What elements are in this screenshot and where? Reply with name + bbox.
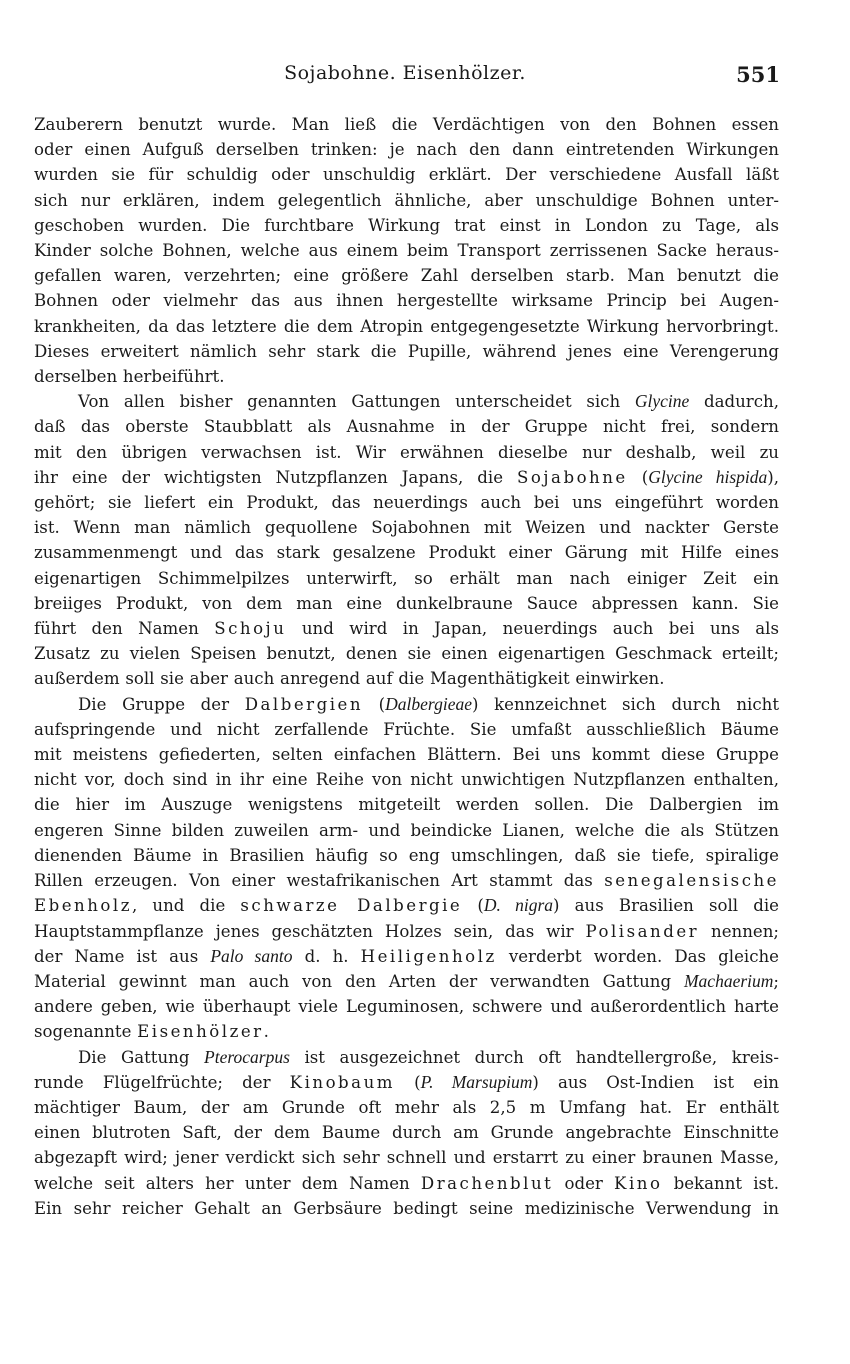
text-segment: breiiges Produkt, von dem man eine dunkelbraune Sauce abpressen kann. Sie xyxy=(34,593,779,613)
text-segment: sich nur erklären, indem gelegentlich ähnliche, aber unschuldige Bohnen unter- xyxy=(34,190,779,210)
text-segment: ist ausgezeichnet durch oft handtellergroße, kreis- xyxy=(289,1047,780,1067)
text-segment: aufspringende und nicht zerfallende Früchte. Sie umfaßt ausschließlich Bäume xyxy=(34,719,779,739)
text-line xyxy=(34,162,779,187)
text-segment: Dieses erweitert nämlich sehr stark die Pupille, während jenes eine Verengerung xyxy=(34,341,779,361)
text-line xyxy=(34,666,779,691)
text-line xyxy=(34,288,779,313)
text-line xyxy=(34,490,779,515)
text-segment: daß das oberste Staubblatt als Ausnahme in der Gruppe nicht frei, sondern xyxy=(34,417,779,437)
text-line xyxy=(34,339,779,364)
emphasized-term: Polisander xyxy=(585,921,700,941)
text-segment: d. h. xyxy=(292,946,361,966)
text-line xyxy=(34,1070,779,1095)
text-line xyxy=(34,868,779,893)
text-segment: oder einen Aufguß derselben trinken: je nach den dann eintretenden Wirkungen xyxy=(34,140,779,160)
text-segment: welche seit alters her unter dem Namen xyxy=(34,1173,421,1193)
text-segment: Zauberern benutzt wurde. Man ließ die Verdächtigen von den Bohnen essen xyxy=(34,115,779,134)
text-segment: Die Gattung xyxy=(78,1047,205,1067)
text-segment: dadurch, xyxy=(689,392,779,412)
text-segment: engeren Sinne bilden zuweilen arm- und beindicke Lianen, welche die als Stützen xyxy=(34,820,779,840)
text-segment: nicht vor, doch sind in ihr eine Reihe von nicht unwichtigen Nutzpflanzen enthalten, xyxy=(34,770,779,790)
emphasized-term: Drachenblut xyxy=(420,1173,554,1193)
text-line xyxy=(34,893,779,918)
latin-term: Pterocarpus xyxy=(204,1046,290,1067)
text-segment: oder xyxy=(553,1173,615,1193)
text-line xyxy=(34,465,779,490)
text-segment: außerdem soll sie aber auch anregend auf die Magenthätigkeit einwirken. xyxy=(34,669,665,689)
latin-term: Dalbergieae xyxy=(385,693,472,714)
text-segment: bekannt ist. xyxy=(662,1173,779,1193)
text-segment: Kinder solche Bohnen, welche aus einem beim Transport zerrissenen Sacke heraus- xyxy=(34,241,779,261)
text-segment: krankheiten, da das letztere die dem Atropin entgegengesetzte Wirkung hervorbringt. xyxy=(34,316,779,336)
text-segment: zusammenmengt und das stark gesalzene Produkt einer Gärung mit Hilfe eines xyxy=(34,543,779,563)
body-text xyxy=(34,112,779,1221)
text-segment: ist. Wenn man nämlich gequollene Sojabohnen mit Weizen und nackter Gerste xyxy=(34,518,779,538)
emphasized-term: Sojabohne xyxy=(517,467,628,487)
paragraph-1 xyxy=(34,112,779,389)
text-segment: wurden sie für schuldig oder unschuldig erklärt. Der verschiedene Ausfall läßt xyxy=(34,165,779,185)
text-segment: derselben herbeiführt. xyxy=(34,367,225,387)
text-segment: andere geben, wie überhaupt viele Leguminosen, schwere und außerordentlich harte xyxy=(34,997,779,1017)
text-line xyxy=(34,364,779,389)
text-line xyxy=(34,188,779,213)
text-segment: Die Gruppe der xyxy=(78,694,245,714)
text-line xyxy=(34,919,779,944)
emphasized-term: Kino xyxy=(614,1173,663,1193)
text-segment: ) kennzeichnet sich durch nicht xyxy=(471,694,779,714)
text-segment: führt den Namen xyxy=(34,619,215,639)
text-segment: Von allen bisher genannten Gattungen unterscheidet sich xyxy=(78,392,635,412)
text-segment: . xyxy=(263,1022,269,1042)
text-line xyxy=(34,591,779,616)
running-head: Sojabohne. Eisenhölzer. xyxy=(284,62,526,84)
text-line xyxy=(34,515,779,540)
text-line xyxy=(34,1045,779,1070)
text-line xyxy=(34,717,779,742)
text-segment: ihr eine der wichtigsten Nutzpflanzen Japans, die xyxy=(34,467,518,487)
emphasized-term: Ebenholz xyxy=(34,896,132,916)
text-segment: abgezapft wird; jener verdickt sich sehr schnell und erstarrt zu einer braunen Masse, xyxy=(34,1148,779,1168)
text-line xyxy=(34,414,779,439)
text-line xyxy=(34,1095,779,1120)
text-line xyxy=(34,792,779,817)
emphasized-term: Schoju xyxy=(214,619,287,639)
page-number: 551 xyxy=(736,62,780,87)
text-segment: verderbt worden. Das gleiche xyxy=(496,946,779,966)
text-line xyxy=(34,566,779,591)
text-segment: Bohnen oder vielmehr das aus ihnen hergestellte wirksame Princip bei Augen- xyxy=(34,291,779,311)
text-line xyxy=(34,540,779,565)
text-segment: sogenannte xyxy=(34,1022,138,1042)
emphasized-term: Eisenhölzer xyxy=(137,1022,264,1042)
text-line xyxy=(34,843,779,868)
text-segment: mit meistens gefiederten, selten einfachen Blättern. Bei uns kommt diese Gruppe xyxy=(34,745,779,765)
text-line xyxy=(34,213,779,238)
text-line xyxy=(34,641,779,666)
text-segment: ( xyxy=(395,1072,421,1092)
text-line xyxy=(34,1145,779,1170)
text-segment: und wird in Japan, neuerdings auch bei uns als xyxy=(286,619,779,639)
text-segment: gefallen waren, verzehrten; eine größere Zahl derselben starb. Man benutzt die xyxy=(34,266,779,286)
latin-term: Glycine hispida xyxy=(648,466,768,487)
text-line xyxy=(34,969,779,994)
text-segment: ) aus Ost-Indien ist ein xyxy=(532,1072,779,1092)
text-line xyxy=(34,314,779,339)
text-segment: , und die xyxy=(131,896,241,916)
text-segment: Material gewinnt man auch von den Arten der verwandten Gattung xyxy=(34,971,684,991)
text-segment: ( xyxy=(462,896,484,916)
text-line xyxy=(34,767,779,792)
text-line xyxy=(34,742,779,767)
text-segment: mit den übrigen verwachsen ist. Wir erwähnen dieselbe nur deshalb, weil zu xyxy=(34,442,779,462)
text-segment: die hier im Auszuge wenigstens mitgeteilt werden sollen. Die Dalbergien im xyxy=(34,795,779,815)
page-header xyxy=(30,62,780,92)
emphasized-term: Kinobaum xyxy=(289,1072,395,1092)
text-line xyxy=(34,440,779,465)
text-line xyxy=(34,944,779,969)
paragraph-3 xyxy=(34,692,779,1045)
text-segment: Zusatz zu vielen Speisen benutzt, denen sie einen eigenartigen Geschmack erteilt; xyxy=(34,644,779,664)
paragraph-4 xyxy=(34,1045,779,1221)
latin-term: Palo santo xyxy=(210,945,293,966)
emphasized-term: Dalbergien xyxy=(244,694,364,714)
text-segment: ( xyxy=(363,694,386,714)
text-line xyxy=(34,137,779,162)
text-segment: ; xyxy=(773,971,779,991)
text-line xyxy=(34,692,779,717)
text-segment: einen blutroten Saft, der dem Baume durch am Grunde angebrachte Einschnitte xyxy=(34,1123,779,1143)
latin-term: P. Marsupium xyxy=(420,1071,533,1092)
text-segment: der Name ist aus xyxy=(34,946,211,966)
text-line xyxy=(34,994,779,1019)
text-segment: ) aus Brasilien soll die xyxy=(553,896,779,916)
text-line xyxy=(34,616,779,641)
text-segment: ), xyxy=(767,467,780,487)
text-segment: ( xyxy=(627,467,649,487)
text-segment: dienenden Bäume in Brasilien häufig so eng umschlingen, daß sie tiefe, spiralige xyxy=(34,845,779,865)
text-line xyxy=(34,1019,779,1044)
text-segment: geschoben wurden. Die furchtbare Wirkung trat einst in London zu Tage, als xyxy=(34,215,779,235)
text-line xyxy=(34,1120,779,1145)
text-segment: runde Flügelfrüchte; der xyxy=(34,1072,290,1092)
text-line xyxy=(34,818,779,843)
text-line xyxy=(34,263,779,288)
text-line xyxy=(34,389,779,414)
text-segment: Ein sehr reicher Gehalt an Gerbsäure bedingt seine medizinische Verwendung in xyxy=(34,1198,779,1218)
emphasized-term: senegalensische xyxy=(604,871,779,891)
text-line xyxy=(34,112,779,137)
text-line xyxy=(34,1196,779,1221)
latin-term: Machaerium xyxy=(683,970,774,991)
emphasized-term: schwarze Dalbergie xyxy=(240,896,463,916)
text-segment: Hauptstammpflanze jenes geschätzten Holzes sein, das wir xyxy=(34,921,586,941)
latin-term: D. nigra xyxy=(483,895,554,916)
text-segment: Rillen erzeugen. Von einer westafrikanischen Art stammt das xyxy=(34,871,605,891)
text-segment: mächtiger Baum, der am Grunde oft mehr als 2,5 m Umfang hat. Er enthält xyxy=(34,1097,779,1117)
paragraph-2 xyxy=(34,389,779,691)
text-line xyxy=(34,238,779,263)
text-segment: gehört; sie liefert ein Produkt, das neuerdings auch bei uns eingeführt worden xyxy=(34,493,779,513)
emphasized-term: Heiligenholz xyxy=(360,946,497,966)
text-segment: nennen; xyxy=(699,921,779,941)
latin-term: Glycine xyxy=(634,391,690,412)
text-line xyxy=(34,1171,779,1196)
text-segment: eigenartigen Schimmelpilzes unterwirft, so erhält man nach einiger Zeit ein xyxy=(34,568,779,588)
